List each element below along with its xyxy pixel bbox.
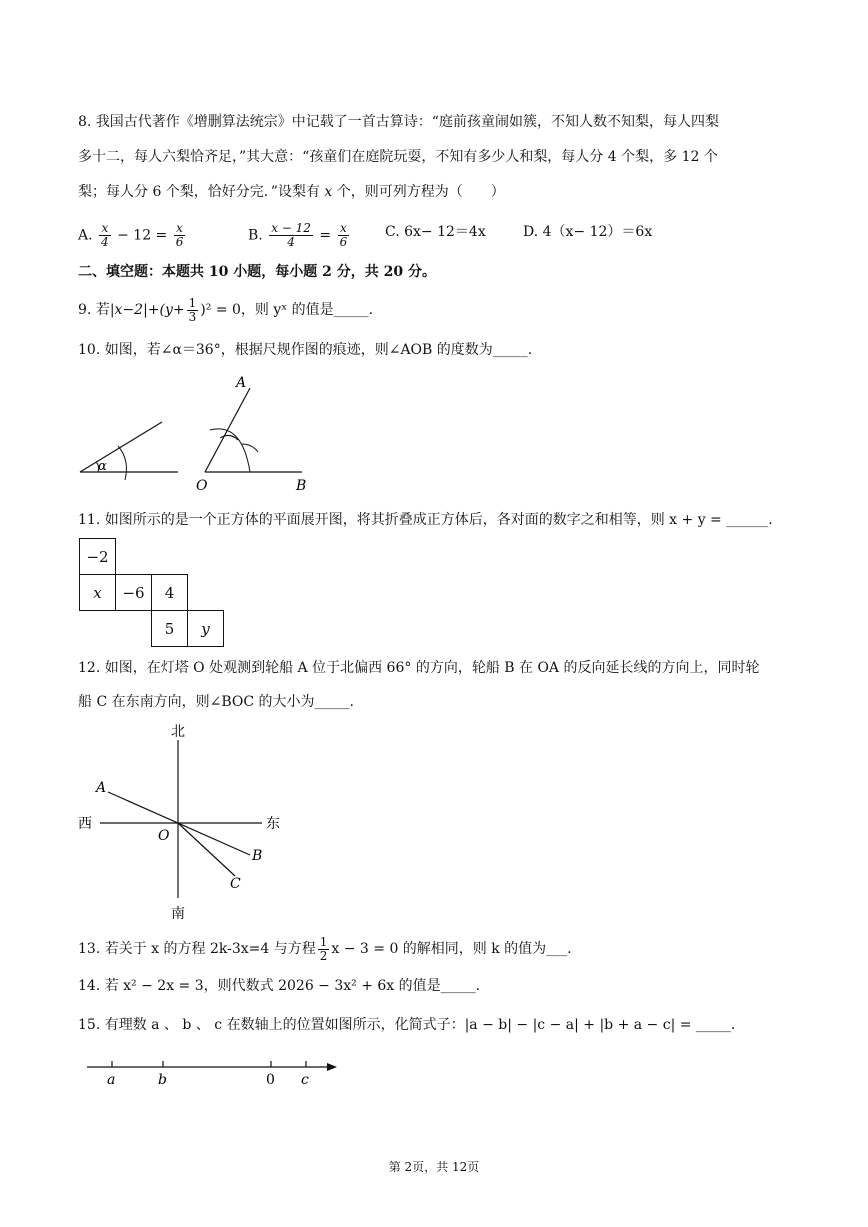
fraction [99,222,111,249]
option-b-label: B. [248,227,263,244]
fraction [318,936,330,963]
q8-option-d: D. 4（x− 12）＝6x [523,224,653,240]
north-label: 北 [171,724,185,740]
point-c-label: C [230,876,241,892]
net-cell: y [187,610,224,647]
point-o-label: O [158,828,170,844]
q9-expr2: )² = 0 [200,302,241,318]
arrow-head [327,1063,337,1071]
numerator: 1 [188,295,197,310]
label-a: a [107,1072,116,1088]
net-cell: x [79,574,116,611]
numerator: x [338,222,350,236]
net-cell: 4 [151,574,188,611]
q9-pre: 9. 若 [78,302,110,318]
q13 [78,932,572,966]
q8-line3 [78,182,505,202]
q9-expr: |x−2|+(y+ [109,302,185,318]
denominator: 4 [101,235,109,249]
point-b-label: B [296,478,307,494]
denominator: 2 [319,948,328,963]
denominator: 4 [287,235,295,249]
q11-text: 11. 如图所示的是一个正方体的平面展开图，将其折叠成正方体后，各对面的数字之和相等，则 x + y = ______. [78,512,773,528]
numerator: x [174,222,186,236]
fraction [269,222,313,249]
point-a-label: A [96,780,107,796]
angle-side-line [80,422,162,472]
fraction [187,297,199,324]
denominator: 3 [188,309,197,324]
point-a-label: A [236,375,247,391]
arc-mark [118,446,126,480]
denominator: 6 [175,235,184,249]
q14-text: 14. 若 x² − 2x = 3，则代数式 2026 − 3x² + 6x 的值是_____. [78,978,481,994]
label-c: c [301,1072,309,1088]
page-footer: 第 2页，共 12页 [388,1160,480,1174]
south-label: 南 [171,906,185,922]
cube-net-figure [79,538,239,650]
q8-option-c: C. 6x− 12＝4x [385,224,486,240]
alpha-label: α [98,459,107,474]
point-b-label: B [252,848,263,864]
number-line-figure [85,1050,345,1090]
q13-pre: 13. 若关于 x 的方程 2k-3x=4 与方程 [78,941,316,957]
net-cell: 5 [151,610,188,647]
option-a-rest: − 12 = [112,227,172,244]
label-b: b [158,1072,167,1088]
numerator: x − 12 [271,221,311,235]
label-zero: 0 [266,1072,275,1088]
q8-options [78,216,778,248]
ray-c [178,823,235,876]
point-o-label: O [196,478,208,494]
option-a-label: A. [78,227,93,244]
fraction [174,222,186,249]
q15-text: 15. 有理数 a 、 b 、 c 在数轴上的位置如图所示，化简式子：|a − b| − |c − a| + |b + a − c| = _____. [78,1017,736,1033]
numerator: x [99,222,111,236]
net-cell: −2 [79,538,116,575]
east-label: 东 [266,816,280,832]
q8-option-a [78,222,187,249]
q8-line1: 8. 我国古代著作《增删算法统宗》中记载了一首古算诗：“庭前孩童闹如簇，不知人数不知梨，每人四梨 [78,114,719,130]
section-header: 二、填空题：本题共 10 小题，每小题 2 分，共 20 分。 [78,264,436,280]
q13-post: x − 3 = 0 的解相同，则 k 的值为___. [331,941,572,957]
q12-line2: 船 C 在东南方向，则∠BOC 的大小为_____. [78,694,354,710]
q8-var: x [324,184,333,200]
q9-post: ，则 yˣ 的值是_____. [240,302,374,318]
q9 [78,292,373,328]
angle-construction-figure [70,370,330,495]
q8-line3c: 个，则可列方程为（ ） [332,184,505,200]
q8-line3a: 梨；每人分 6 个梨，恰好分完．”设梨有 [78,184,325,200]
q8-option-b [248,222,351,249]
q10-text: 10. 如图，若∠α＝36°，根据尺规作图的痕迹，则∠AOB 的度数为_____. [78,342,533,358]
west-label: 西 [78,816,92,832]
numerator: 1 [319,934,328,949]
q12-line1: 12. 如图，在灯塔 O 处观测到轮船 A 位于北偏西 66° 的方向，轮船 B 在 OA 的反向延长线的方向上，同时轮 [78,660,760,676]
q8-line2: 多十二，每人六梨恰齐足，”其大意：“孩童们在庭院玩耍，不知有多少人和梨，每人分 4 个梨，多 12 个 [78,149,718,165]
option-b-rest: = [314,227,336,244]
denominator: 6 [339,235,348,249]
compass-direction-figure [70,718,300,923]
fraction [338,222,350,249]
net-cell: −6 [115,574,152,611]
